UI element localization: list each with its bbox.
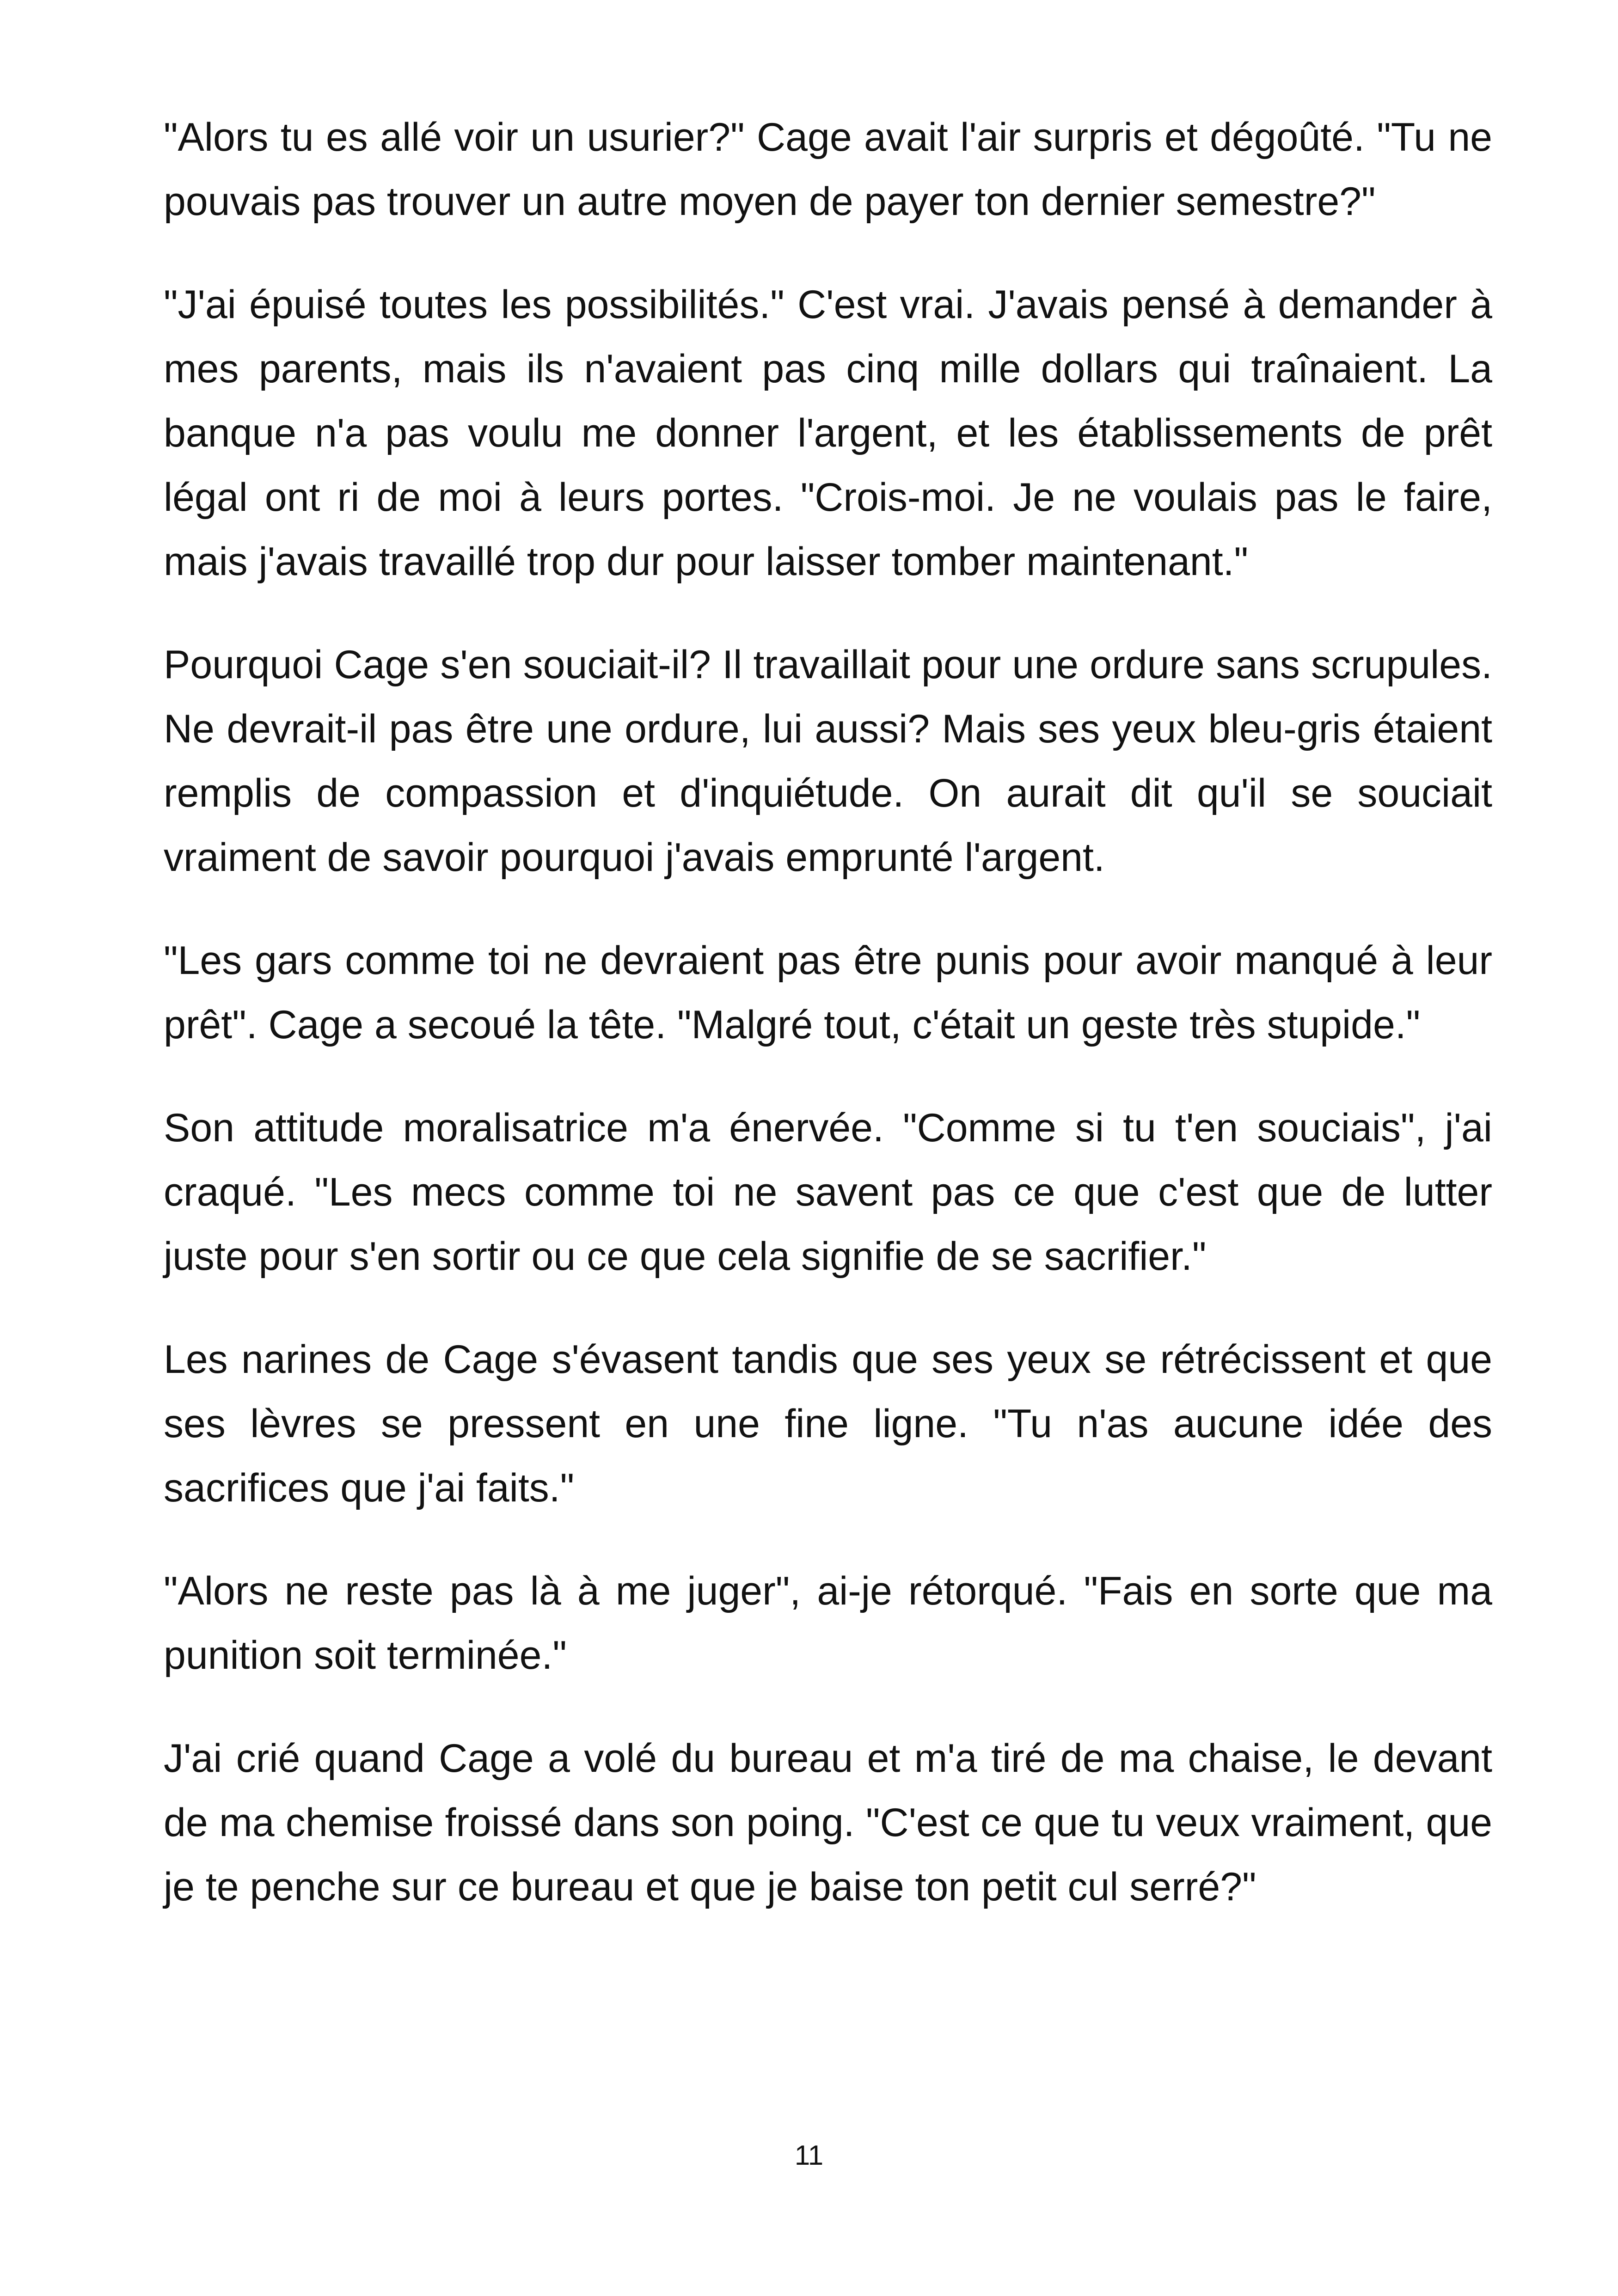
paragraph: "Alors tu es allé voir un usurier?" Cage avait l'air surpris et dégoûté. "Tu ne pouvais pas trouver un autre moyen de payer ton dernier semestre?": [164, 115, 1492, 224]
body-text: [164, 105, 1492, 1958]
paragraph: Les narines de Cage s'évasent tandis que ses yeux se rétrécissent et que ses lèvres se pressent en une fine ligne. "Tu n'as aucune idée des sacrifices que j'ai faits.": [164, 1337, 1492, 1510]
paragraph: Pourquoi Cage s'en souciait-il? Il travaillait pour une ordure sans scrupules. Ne devrait-il pas être une ordure, lui aussi? Mais ses yeux bleu-gris étaient remplis de compassion et d'inquiétude. On aurait dit qu'il se souciait vraiment de savoir pourquoi j'avais emprunté l'argent.: [164, 643, 1492, 880]
paragraph: "J'ai épuisé toutes les possibilités." C'est vrai. J'avais pensé à demander à mes parents, mais ils n'avaient pas cinq mille dollars qui traînaient. La banque n'a pas voulu me donner l'argent, et les établissements de prêt légal ont ri de moi à leurs portes. "Crois-moi. Je ne voulais pas le faire, mais j'avais travaillé trop dur pour laisser tomber maintenant.": [164, 282, 1492, 584]
paragraph: "Les gars comme toi ne devraient pas être punis pour avoir manqué à leur prêt". Cage a secoué la tête. "Malgré tout, c'était un geste très stupide.": [164, 938, 1492, 1047]
page-number: 11: [794, 2140, 824, 2171]
paragraph: "Alors ne reste pas là à me juger", ai-je rétorqué. "Fais en sorte que ma punition soit terminée.": [164, 1569, 1492, 1678]
paragraph: J'ai crié quand Cage a volé du bureau et m'a tiré de ma chaise, le devant de ma chemise froissé dans son poing. "C'est ce que tu veux vraiment, que je te penche sur ce bureau et que je baise ton petit cul serré?": [164, 1736, 1492, 1909]
paragraph: Son attitude moralisatrice m'a énervée. "Comme si tu t'en souciais", j'ai craqué. "Les mecs comme toi ne savent pas ce que c'est que de lutter juste pour s'en sortir ou ce que cela signifie de se sacrifier.": [164, 1106, 1492, 1279]
